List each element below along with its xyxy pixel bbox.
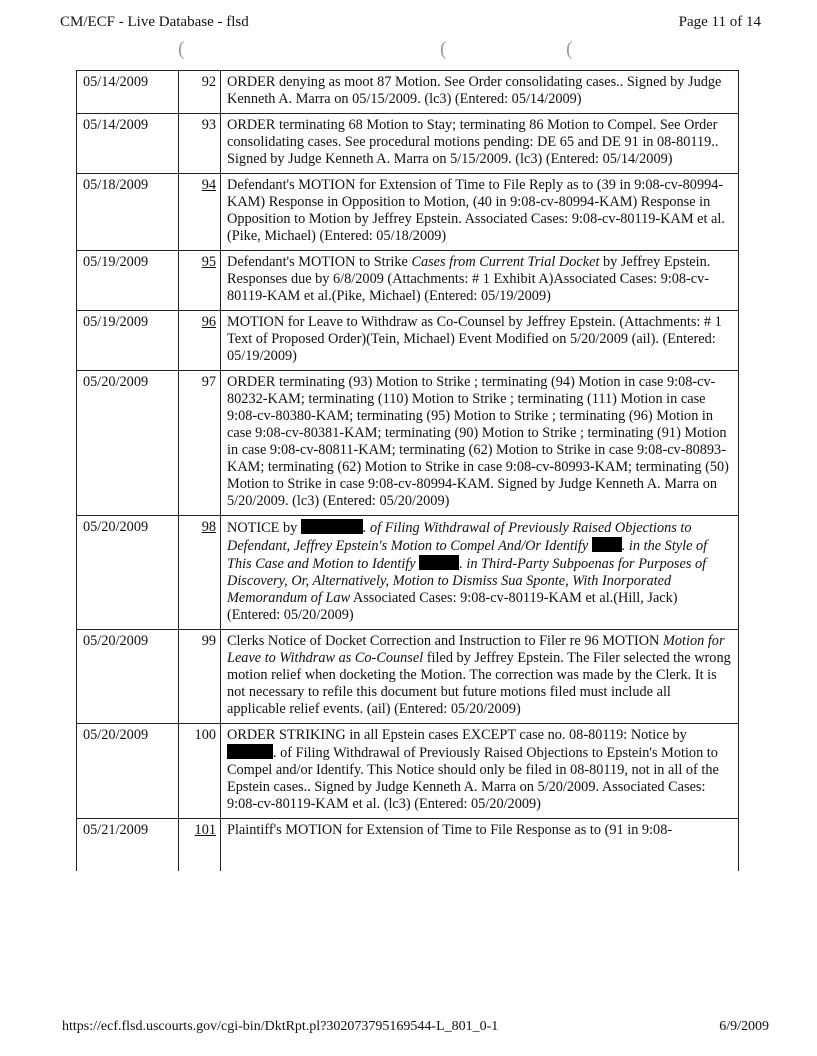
redaction-box — [592, 537, 622, 552]
entry-text-italic: Cases from Current Trial Docket — [411, 254, 600, 270]
entry-number-link[interactable]: 98 — [201, 519, 216, 535]
scan-artifact: ( — [178, 38, 185, 60]
entry-text-italic: Motion for Leave to Withdraw as Co-Counsel — [227, 633, 725, 666]
entry-text — [221, 724, 739, 819]
header-title: CM/ECF - Live Database - flsd — [60, 14, 249, 30]
table-row — [77, 114, 739, 174]
entry-text-part: by Jeffrey Epstein. Responses due by 6/8/2009 (Attachments: # 1 Exhibit A)Associated Cases: 9:08-cv-80119-KAM et al.(Pike, Michael) (Entered: 05/19/2009) — [227, 254, 711, 304]
entry-date: 05/19/2009 — [77, 311, 179, 371]
entry-number-link[interactable]: 95 — [201, 254, 216, 270]
entry-number-link[interactable]: 96 — [201, 314, 216, 330]
entry-number-link[interactable]: 94 — [201, 177, 216, 193]
table-row — [77, 71, 739, 114]
table-row — [77, 516, 739, 630]
entry-text: ORDER terminating (93) Motion to Strike ; terminating (94) Motion in case 9:08-cv-80232-KAM; terminating (110) Motion to Strike ; terminating (111) Motion in case 9:08-cv-80380-KAM; terminating (95) Motion to Strike ; terminating (96) Motion in case 9:08-cv-80381-KAM; terminating (90) Motion to Strike ; terminating (91) Motion in case 9:08-cv-80811-KAM; terminating (62) Motion to Strike in case 9:08-cv-80893-KAM; terminating (62) Motion to Strike in case 9:08-cv-80993-KAM; terminating (50) Motion to Strike in case 9:08-cv-80994-KAM. Signed by Judge Kenneth A. Marra on 5/20/2009. (lc3) (Entered: 05/20/2009) — [221, 371, 739, 516]
docket-table — [76, 70, 739, 871]
table-row — [77, 311, 739, 371]
entry-number: 99 — [179, 630, 221, 724]
table-row — [77, 630, 739, 724]
entry-number: 100 — [179, 724, 221, 819]
entry-text — [221, 516, 739, 630]
table-row — [77, 174, 739, 251]
footer-date: 6/9/2009 — [719, 1019, 769, 1034]
entry-text-italic: . of Filing Withdrawal of Previously Raised Objections to Defendant, Jeffrey Epstein's Motion to Compel And/Or Identify — [227, 520, 692, 554]
entry-text-part: NOTICE by — [227, 520, 301, 536]
entry-date: 05/20/2009 — [77, 630, 179, 724]
entry-text-part: filed by Jeffrey Epstein. The Filer selected the wrong motion relief when docketing the Motion. The correction was made by the Clerk. It is not necessary to refile this document but future motions filed must include all applicable relief events. (ail) (Entered: 05/20/2009) — [227, 650, 731, 717]
entry-date: 05/14/2009 — [77, 71, 179, 114]
entry-date: 05/20/2009 — [77, 371, 179, 516]
entry-number-link[interactable]: 101 — [194, 822, 216, 838]
entry-text — [221, 630, 739, 724]
redaction-box — [301, 519, 363, 534]
table-row — [77, 724, 739, 819]
table-row — [77, 251, 739, 311]
footer-url: https://ecf.flsd.uscourts.gov/cgi-bin/DktRpt.pl?302073795169544-L_801_0-1 — [62, 1019, 499, 1034]
redaction-box — [419, 555, 459, 570]
redaction-box — [227, 744, 273, 759]
entry-text: Plaintiff's MOTION for Extension of Time to File Response as to (91 in 9:08- — [221, 819, 739, 872]
entry-text: Defendant's MOTION for Extension of Time to File Reply as to (39 in 9:08-cv-80994-KAM) Response in Opposition to Motion, (40 in 9:08-cv-80994-KAM) Response in Opposition to Motion by Jeffrey Epstein. Associated Cases: 9:08-cv-80119-KAM et al.(Pike, Michael) (Entered: 05/18/2009) — [221, 174, 739, 251]
entry-text-part: Defendant's MOTION to Strike — [227, 254, 412, 270]
entry-text: ORDER denying as moot 87 Motion. See Order consolidating cases.. Signed by Judge Kenneth A. Marra on 05/15/2009. (lc3) (Entered: 05/14/2009) — [221, 71, 739, 114]
scan-artifact: ( — [440, 38, 447, 60]
entry-text-italic: . in the Style of This Case and Motion to Identify — [227, 538, 708, 572]
entry-text — [221, 251, 739, 311]
entry-text-part: Associated Cases: 9:08-cv-80119-KAM et al.(Hill, Jack) (Entered: 05/20/2009) — [227, 590, 678, 623]
table-row — [77, 371, 739, 516]
entry-date: 05/20/2009 — [77, 516, 179, 630]
entry-text-part: ORDER STRIKING in all Epstein cases EXCEPT case no. 08-80119: Notice by — [227, 727, 687, 743]
entry-text: MOTION for Leave to Withdraw as Co-Counsel by Jeffrey Epstein. (Attachments: # 1 Text of Proposed Order)(Tein, Michael) Event Modified on 5/20/2009 (ail). (Entered: 05/19/2009) — [221, 311, 739, 371]
entry-number: 97 — [179, 371, 221, 516]
entry-date: 05/14/2009 — [77, 114, 179, 174]
page-number: Page 11 of 14 — [678, 14, 761, 30]
entry-text: ORDER terminating 68 Motion to Stay; terminating 86 Motion to Compel. See Order consolidating cases. See procedural motions pending: DE 65 and DE 91 in 08-80119.. Signed by Judge Kenneth A. Marra on 5/15/2009. (lc3) (Entered: 05/14/2009) — [221, 114, 739, 174]
entry-number: 93 — [179, 114, 221, 174]
entry-date: 05/18/2009 — [77, 174, 179, 251]
entry-text-italic: . in Third-Party Subpoenas for Purposes of Discovery, Or, Alternatively, Motion to Dismiss Sua Sponte, With Inorporated Memorandum of Law — [227, 556, 707, 606]
entry-date: 05/20/2009 — [77, 724, 179, 819]
entry-date: 05/19/2009 — [77, 251, 179, 311]
entry-text-part: Clerks Notice of Docket Correction and Instruction to Filer re 96 MOTION — [227, 633, 663, 649]
entry-number: 92 — [179, 71, 221, 114]
table-row — [77, 819, 739, 872]
entry-date: 05/21/2009 — [77, 819, 179, 872]
scan-artifact: ( — [566, 38, 573, 60]
entry-text-part: . of Filing Withdrawal of Previously Raised Objections to Epstein's Motion to Compel and/or Identify. This Notice should only be filed in 08-80119, not in all of the Epstein cases.. Signed by Judge Kenneth A. Marra on 5/20/2009. Associated Cases: 9:08-cv-80119-KAM et al. (lc3) (Entered: 05/20/2009) — [227, 745, 719, 812]
